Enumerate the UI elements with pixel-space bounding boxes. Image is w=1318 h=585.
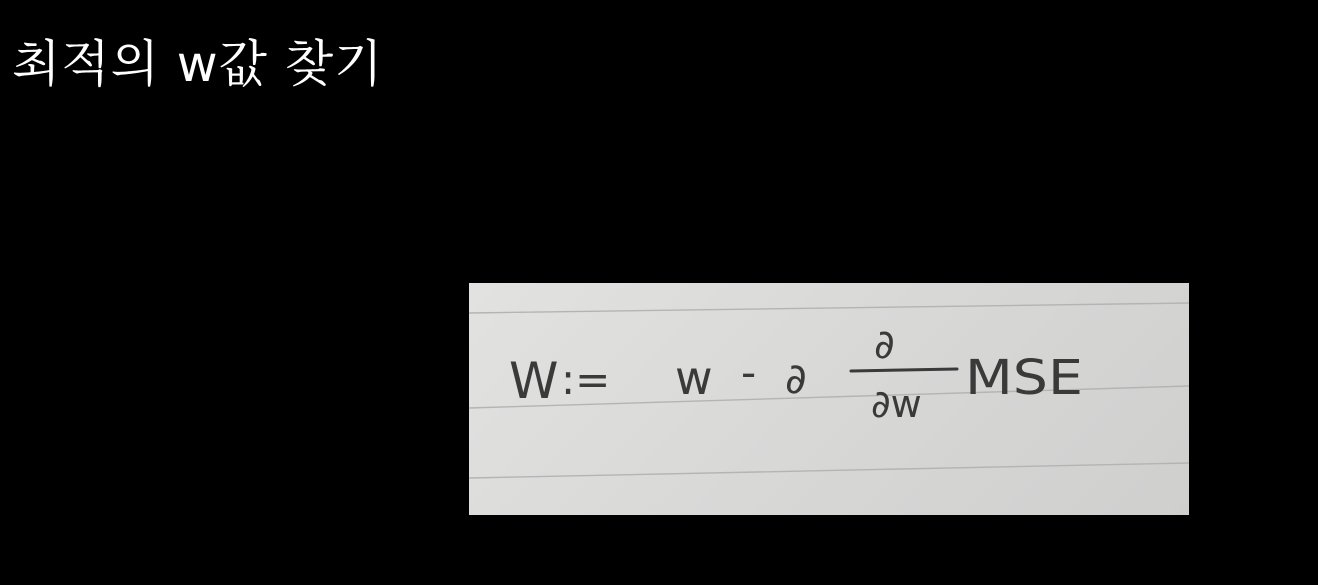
fraction-numerator: ∂ — [874, 322, 895, 368]
ruled-line — [469, 463, 1189, 478]
handwritten-formula-photo — [469, 283, 1189, 515]
formula-loss: MSE — [965, 350, 1083, 406]
fraction-denominator: ∂w — [871, 382, 922, 426]
formula-learning-rate: ∂ — [785, 354, 807, 403]
ruled-line — [469, 303, 1189, 313]
formula-assign: := — [561, 355, 611, 404]
formula — [509, 322, 1083, 426]
formula-rhs-var: w — [675, 351, 713, 405]
formula-paper — [469, 283, 1189, 515]
slide-title: 최적의 w값 찾기 — [12, 35, 384, 93]
fraction-bar — [851, 369, 957, 371]
formula-minus: - — [741, 348, 757, 397]
formula-lhs: W — [509, 352, 559, 410]
